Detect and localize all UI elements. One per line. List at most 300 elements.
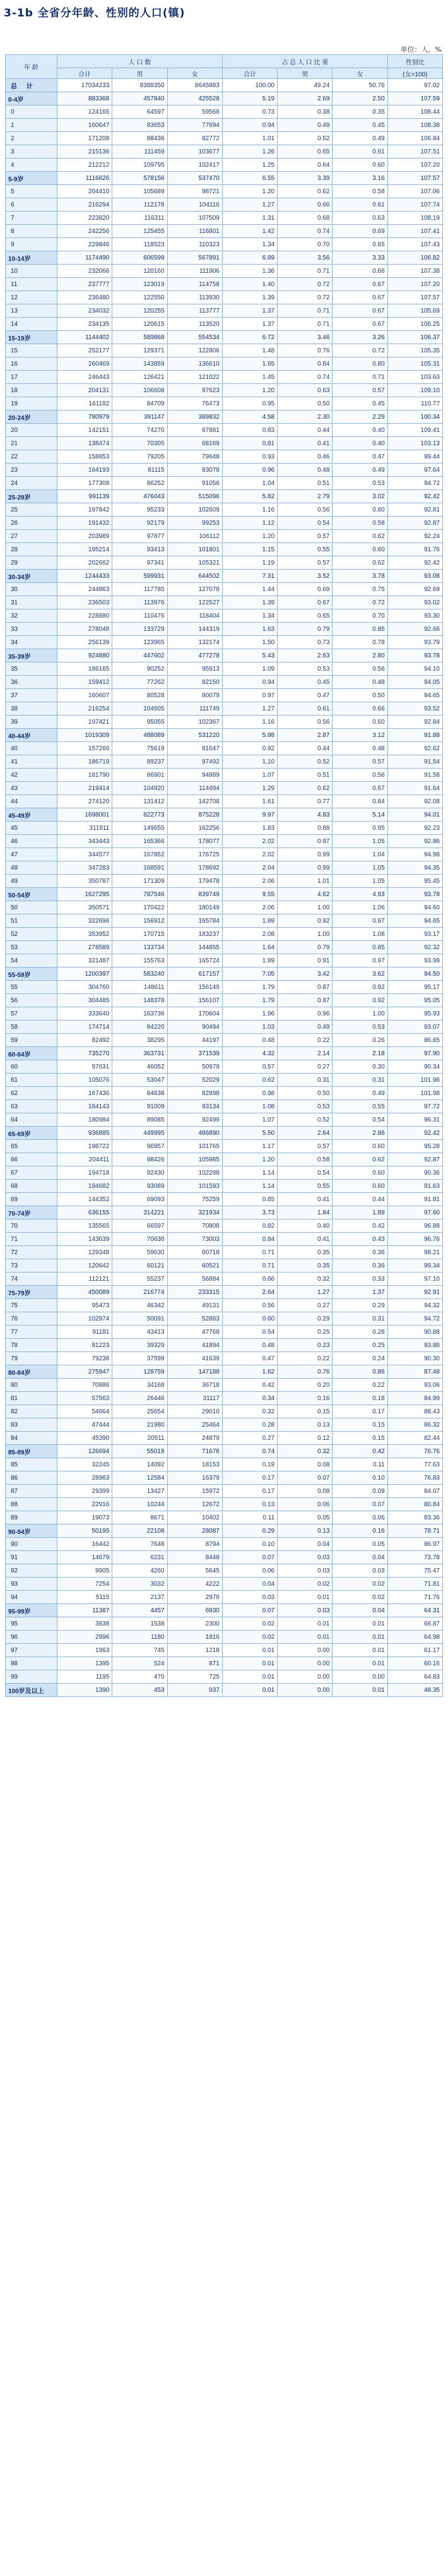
row-label: 25-29岁: [6, 490, 57, 503]
cell-pop-female: 371539: [167, 1047, 222, 1060]
cell-sex-ratio: 64.31: [387, 1604, 442, 1617]
cell-share-male: 0.73: [278, 636, 333, 649]
table-row: [6, 1392, 443, 1405]
cell-sex-ratio: 93.79: [387, 636, 442, 649]
cell-pop-female: 113777: [167, 304, 222, 318]
cell-pop-male: 14092: [112, 1458, 167, 1471]
cell-pop-male: 50091: [112, 1312, 167, 1326]
cell-sex-ratio: 91.54: [387, 755, 442, 769]
cell-sex-ratio: 97.64: [387, 464, 442, 477]
row-label: 18: [6, 384, 57, 397]
cell-pop-male: 148378: [112, 994, 167, 1007]
cell-sex-ratio: 93.52: [387, 702, 442, 716]
cell-share-female: 0.75: [333, 583, 387, 596]
cell-share-female: 0.61: [333, 198, 387, 212]
cell-sex-ratio: 78.71: [387, 1525, 442, 1538]
cell-sex-ratio: 97.10: [387, 1273, 442, 1286]
cell-pop-male: 92430: [112, 1166, 167, 1180]
cell-share-female: 0.60: [333, 159, 387, 172]
cell-share-male: 0.00: [278, 1644, 333, 1657]
cell-share-female: 0.01: [333, 1644, 387, 1657]
cell-sex-ratio: 66.87: [387, 1617, 442, 1631]
cell-pop-female: 36718: [167, 1379, 222, 1392]
cell-share-total: 1.27: [222, 702, 277, 716]
cell-pop-total: 180984: [57, 1113, 112, 1127]
cell-share-male: 0.68: [278, 212, 333, 225]
cell-share-female: 0.22: [333, 1379, 387, 1392]
cell-pop-total: 234032: [57, 304, 112, 318]
cell-pop-male: 64597: [112, 105, 167, 119]
table-row: [6, 1312, 443, 1326]
row-label: 2: [6, 132, 57, 145]
cell-sex-ratio: 93.78: [387, 888, 442, 901]
cell-share-female: 0.58: [333, 517, 387, 530]
cell-pop-total: 14679: [57, 1551, 112, 1564]
cell-share-total: 1.64: [222, 941, 277, 954]
table-row: [6, 967, 443, 981]
cell-share-total: 0.94: [222, 119, 277, 132]
cell-share-total: 1.39: [222, 291, 277, 304]
cell-pop-total: 138474: [57, 437, 112, 450]
cell-share-male: 0.46: [278, 450, 333, 464]
cell-pop-female: 144319: [167, 623, 222, 636]
cell-pop-female: 50979: [167, 1060, 222, 1074]
table-row: [6, 901, 443, 914]
cell-pop-male: 457840: [112, 92, 167, 105]
table-row: [6, 477, 443, 490]
cell-share-total: 7.31: [222, 570, 277, 583]
cell-pop-female: 49131: [167, 1299, 222, 1312]
cell-share-female: 0.85: [333, 623, 387, 636]
cell-share-female: 0.25: [333, 1339, 387, 1352]
cell-share-female: 0.62: [333, 1153, 387, 1166]
cell-sex-ratio: 91.88: [387, 729, 442, 742]
cell-pop-female: 180149: [167, 901, 222, 914]
header-share-female: 女: [333, 68, 387, 79]
table-row: [6, 596, 443, 609]
cell-pop-total: 322696: [57, 914, 112, 928]
cell-pop-female: 110323: [167, 238, 222, 251]
cell-pop-total: 304760: [57, 981, 112, 994]
cell-sex-ratio: 96.88: [387, 1219, 442, 1233]
cell-pop-male: 126421: [112, 371, 167, 384]
cell-pop-female: 839749: [167, 888, 222, 901]
cell-sex-ratio: 91.81: [387, 1193, 442, 1206]
cell-share-female: 1.08: [333, 928, 387, 941]
cell-sex-ratio: 92.84: [387, 716, 442, 729]
cell-sex-ratio: 108.38: [387, 119, 442, 132]
cell-share-male: 0.51: [278, 477, 333, 490]
cell-pop-female: 93134: [167, 1100, 222, 1113]
row-label: 29: [6, 556, 57, 570]
row-label: 68: [6, 1180, 57, 1193]
cell-pop-total: 161182: [57, 397, 112, 410]
cell-pop-male: 524: [112, 1657, 167, 1670]
cell-pop-female: 617157: [167, 967, 222, 981]
cell-sex-ratio: 107.51: [387, 145, 442, 159]
table-row: [6, 1538, 443, 1551]
cell-sex-ratio: 92.08: [387, 795, 442, 808]
cell-sex-ratio: 91.76: [387, 543, 442, 556]
row-label: 61: [6, 1074, 57, 1087]
cell-share-male: 1.01: [278, 875, 333, 888]
cell-share-male: 0.41: [278, 1233, 333, 1246]
cell-share-female: 2.29: [333, 410, 387, 424]
cell-pop-total: 95473: [57, 1299, 112, 1312]
row-label: 15: [6, 344, 57, 357]
cell-share-male: 0.05: [278, 1511, 333, 1525]
cell-share-female: 0.49: [333, 464, 387, 477]
cell-share-female: 0.16: [333, 1525, 387, 1538]
row-label: 21: [6, 437, 57, 450]
cell-share-total: 100.00: [222, 79, 277, 92]
cell-pop-female: 113930: [167, 291, 222, 304]
cell-share-female: 0.69: [333, 225, 387, 238]
cell-pop-total: 350571: [57, 901, 112, 914]
cell-share-male: 0.49: [278, 1021, 333, 1034]
cell-share-total: 1.08: [222, 1100, 277, 1113]
cell-share-total: 2.64: [222, 1286, 277, 1299]
cell-pop-male: 39329: [112, 1339, 167, 1352]
cell-sex-ratio: 86.97: [387, 1538, 442, 1551]
cell-share-male: 4.83: [278, 808, 333, 822]
cell-share-female: 3.16: [333, 172, 387, 185]
cell-share-female: 1.06: [333, 901, 387, 914]
cell-sex-ratio: 106.82: [387, 251, 442, 265]
cell-pop-total: 159412: [57, 676, 112, 689]
cell-pop-female: 515096: [167, 490, 222, 503]
cell-pop-total: 191432: [57, 517, 112, 530]
row-label: 20-24岁: [6, 410, 57, 424]
cell-share-male: 2.69: [278, 92, 333, 105]
table-row: [6, 1299, 443, 1312]
row-label: 37: [6, 689, 57, 702]
row-label: 53: [6, 941, 57, 954]
cell-pop-male: 131412: [112, 795, 167, 808]
header-pop-male: 男: [112, 68, 167, 79]
cell-pop-female: 101765: [167, 1140, 222, 1153]
cell-pop-total: 2996: [57, 1631, 112, 1644]
cell-pop-male: 171309: [112, 875, 167, 888]
table-row: [6, 636, 443, 649]
row-label: 97: [6, 1644, 57, 1657]
table-row: [6, 238, 443, 251]
row-label: 31: [6, 596, 57, 609]
cell-share-total: 0.54: [222, 1326, 277, 1339]
cell-pop-total: 3838: [57, 1617, 112, 1631]
cell-pop-female: 102288: [167, 1166, 222, 1180]
cell-pop-male: 93413: [112, 543, 167, 556]
cell-sex-ratio: 107.59: [387, 92, 442, 105]
cell-pop-total: 275947: [57, 1365, 112, 1379]
cell-sex-ratio: 92.66: [387, 623, 442, 636]
row-label: 16: [6, 357, 57, 371]
cell-pop-total: 167436: [57, 1087, 112, 1100]
cell-share-female: 0.48: [333, 742, 387, 755]
cell-pop-female: 165784: [167, 914, 222, 928]
cell-pop-female: 122806: [167, 344, 222, 357]
cell-share-female: 0.49: [333, 132, 387, 145]
row-label: 70-74岁: [6, 1206, 57, 1219]
cell-share-female: 0.15: [333, 1418, 387, 1432]
table-row: [6, 1007, 443, 1021]
cell-pop-male: 143859: [112, 357, 167, 371]
cell-sex-ratio: 93.08: [387, 570, 442, 583]
cell-sex-ratio: 91.58: [387, 769, 442, 782]
table-row: [6, 755, 443, 769]
cell-pop-total: 256139: [57, 636, 112, 649]
cell-share-female: 0.36: [333, 1259, 387, 1273]
row-label: 52: [6, 928, 57, 941]
cell-sex-ratio: 64.83: [387, 1670, 442, 1684]
header-share-male: 男: [278, 68, 333, 79]
cell-pop-female: 111906: [167, 265, 222, 278]
cell-pop-male: 578156: [112, 172, 167, 185]
row-label: 0-4岁: [6, 92, 57, 105]
cell-pop-female: 98721: [167, 185, 222, 198]
cell-pop-total: 82492: [57, 1034, 112, 1047]
row-label: 23: [6, 464, 57, 477]
table-row: [6, 1631, 443, 1644]
table-row: [6, 1591, 443, 1604]
cell-pop-male: 75619: [112, 742, 167, 755]
table-row: [6, 517, 443, 530]
cell-pop-total: 164193: [57, 464, 112, 477]
row-label: 98: [6, 1657, 57, 1670]
cell-pop-male: 8388350: [112, 79, 167, 92]
cell-share-total: 1.01: [222, 132, 277, 145]
cell-pop-female: 2300: [167, 1617, 222, 1631]
cell-share-female: 0.57: [333, 384, 387, 397]
row-label: 85: [6, 1458, 57, 1471]
cell-share-male: 0.01: [278, 1617, 333, 1631]
row-label: 0: [6, 105, 57, 119]
table-row: [6, 437, 443, 450]
cell-pop-male: 2137: [112, 1591, 167, 1604]
cell-sex-ratio: 105.31: [387, 357, 442, 371]
cell-pop-female: 425528: [167, 92, 222, 105]
cell-share-female: 3.62: [333, 967, 387, 981]
cell-pop-female: 52883: [167, 1312, 222, 1326]
cell-share-female: 0.92: [333, 994, 387, 1007]
cell-pop-total: 237777: [57, 278, 112, 291]
row-label: 60-64岁: [6, 1047, 57, 1060]
cell-share-male: 0.65: [278, 145, 333, 159]
cell-pop-total: 347283: [57, 861, 112, 875]
cell-share-total: 2.04: [222, 861, 277, 875]
cell-pop-total: 144352: [57, 1193, 112, 1206]
cell-pop-female: 178077: [167, 835, 222, 848]
cell-pop-female: 70808: [167, 1219, 222, 1233]
row-label: 58: [6, 1021, 57, 1034]
cell-share-male: 0.12: [278, 1432, 333, 1445]
cell-pop-female: 875228: [167, 808, 222, 822]
cell-pop-male: 745: [112, 1644, 167, 1657]
cell-pop-male: 43413: [112, 1326, 167, 1339]
cell-share-total: 4.32: [222, 1047, 277, 1060]
cell-pop-female: 80079: [167, 689, 222, 702]
row-label: 33: [6, 623, 57, 636]
cell-sex-ratio: 94.98: [387, 848, 442, 861]
cell-share-female: 0.03: [333, 1564, 387, 1578]
cell-share-male: 0.32: [278, 1273, 333, 1286]
cell-share-total: 0.32: [222, 1405, 277, 1418]
cell-share-male: 0.76: [278, 344, 333, 357]
cell-share-male: 0.52: [278, 132, 333, 145]
cell-share-female: 0.80: [333, 357, 387, 371]
row-label: 22: [6, 450, 57, 464]
cell-pop-total: 19073: [57, 1511, 112, 1525]
row-label: 70: [6, 1219, 57, 1233]
cell-share-female: 0.06: [333, 1511, 387, 1525]
cell-pop-total: 29399: [57, 1485, 112, 1498]
cell-share-total: 1.20: [222, 185, 277, 198]
cell-pop-male: 148611: [112, 981, 167, 994]
cell-share-total: 0.02: [222, 1617, 277, 1631]
row-label: 90: [6, 1538, 57, 1551]
cell-share-total: 1.20: [222, 384, 277, 397]
cell-pop-male: 86901: [112, 769, 167, 782]
cell-pop-total: 102974: [57, 1312, 112, 1326]
cell-sex-ratio: 94.32: [387, 1299, 442, 1312]
cell-share-total: 1.12: [222, 517, 277, 530]
cell-sex-ratio: 90.34: [387, 1060, 442, 1074]
table-row: [6, 808, 443, 822]
cell-pop-total: 333640: [57, 1007, 112, 1021]
cell-pop-male: 46052: [112, 1060, 167, 1074]
row-label: 94: [6, 1591, 57, 1604]
cell-share-total: 3.73: [222, 1206, 277, 1219]
cell-share-total: 0.06: [222, 1564, 277, 1578]
cell-share-female: 0.18: [333, 1392, 387, 1405]
cell-share-male: 0.35: [278, 1259, 333, 1273]
row-label: 32: [6, 609, 57, 623]
cell-share-female: 3.12: [333, 729, 387, 742]
cell-sex-ratio: 92.87: [387, 517, 442, 530]
cell-pop-total: 124165: [57, 105, 112, 119]
cell-share-male: 0.71: [278, 265, 333, 278]
cell-share-female: 0.84: [333, 795, 387, 808]
cell-share-male: 0.84: [278, 357, 333, 371]
cell-pop-male: 86252: [112, 477, 167, 490]
row-label: 87: [6, 1485, 57, 1498]
row-label: 14: [6, 318, 57, 331]
cell-share-female: 0.53: [333, 477, 387, 490]
cell-sex-ratio: 86.32: [387, 1418, 442, 1432]
cell-share-total: 0.84: [222, 1233, 277, 1246]
cell-pop-total: 198722: [57, 1140, 112, 1153]
cell-share-female: 0.60: [333, 1166, 387, 1180]
table-row: [6, 1286, 443, 1299]
cell-share-female: 0.10: [333, 1471, 387, 1485]
cell-sex-ratio: 92.24: [387, 530, 442, 543]
cell-pop-total: 16442: [57, 1538, 112, 1551]
cell-share-female: 0.02: [333, 1578, 387, 1591]
cell-pop-female: 75259: [167, 1193, 222, 1206]
cell-sex-ratio: 106.37: [387, 331, 442, 344]
table-row: [6, 424, 443, 437]
cell-share-total: 0.01: [222, 1644, 277, 1657]
cell-pop-total: 636155: [57, 1206, 112, 1219]
cell-pop-total: 195214: [57, 543, 112, 556]
cell-pop-female: 97623: [167, 384, 222, 397]
cell-pop-male: 89085: [112, 1113, 167, 1127]
row-label: 57: [6, 1007, 57, 1021]
table-row: [6, 570, 443, 583]
cell-share-female: 0.47: [333, 450, 387, 464]
cell-sex-ratio: 107.06: [387, 185, 442, 198]
cell-pop-male: 453: [112, 1684, 167, 1697]
cell-pop-male: 37599: [112, 1352, 167, 1365]
cell-pop-male: 216774: [112, 1286, 167, 1299]
cell-share-male: 0.63: [278, 384, 333, 397]
cell-pop-total: 204410: [57, 185, 112, 198]
cell-share-female: 1.04: [333, 848, 387, 861]
cell-share-female: 2.86: [333, 1127, 387, 1140]
cell-share-male: 0.54: [278, 1166, 333, 1180]
cell-share-male: 0.50: [278, 1087, 333, 1100]
cell-share-male: 0.08: [278, 1485, 333, 1498]
cell-pop-male: 449995: [112, 1127, 167, 1140]
cell-pop-total: 126694: [57, 1445, 112, 1458]
cell-share-total: 6.72: [222, 331, 277, 344]
row-label: 62: [6, 1087, 57, 1100]
row-label: 45-49岁: [6, 808, 57, 822]
cell-share-total: 1.39: [222, 596, 277, 609]
table-row: [6, 1127, 443, 1140]
cell-share-male: 2.14: [278, 1047, 333, 1060]
cell-share-male: 0.74: [278, 371, 333, 384]
cell-sex-ratio: 91.64: [387, 782, 442, 795]
cell-pop-total: 735270: [57, 1047, 112, 1060]
cell-pop-female: 176725: [167, 848, 222, 861]
cell-share-male: 0.69: [278, 583, 333, 596]
cell-sex-ratio: 73.78: [387, 1551, 442, 1564]
cell-sex-ratio: 107.38: [387, 265, 442, 278]
cell-share-female: 0.62: [333, 530, 387, 543]
cell-sex-ratio: 76.76: [387, 1445, 442, 1458]
cell-pop-female: 871: [167, 1657, 222, 1670]
cell-sex-ratio: 107.20: [387, 159, 442, 172]
cell-pop-total: 353952: [57, 928, 112, 941]
table-row: [6, 145, 443, 159]
cell-pop-male: 10244: [112, 1498, 167, 1511]
cell-share-female: 0.36: [333, 1246, 387, 1259]
cell-share-male: 0.40: [278, 1219, 333, 1233]
row-label: 40: [6, 742, 57, 755]
row-label: 36: [6, 676, 57, 689]
cell-pop-female: 321934: [167, 1206, 222, 1219]
cell-sex-ratio: 105.69: [387, 304, 442, 318]
cell-pop-total: 350787: [57, 875, 112, 888]
cell-share-female: 0.50: [333, 689, 387, 702]
cell-share-male: 0.55: [278, 1180, 333, 1193]
cell-pop-female: 554534: [167, 331, 222, 344]
table-row: [6, 1113, 443, 1127]
table-row: [6, 530, 443, 543]
cell-pop-female: 8645883: [167, 79, 222, 92]
cell-share-male: 0.71: [278, 304, 333, 318]
cell-share-female: 0.67: [333, 304, 387, 318]
row-label: 10: [6, 265, 57, 278]
row-label: 91: [6, 1551, 57, 1564]
cell-pop-total: 278048: [57, 623, 112, 636]
table-row: [6, 875, 443, 888]
table-row: [6, 344, 443, 357]
table-row: [6, 861, 443, 875]
cell-share-male: 0.44: [278, 742, 333, 755]
cell-share-total: 2.06: [222, 901, 277, 914]
